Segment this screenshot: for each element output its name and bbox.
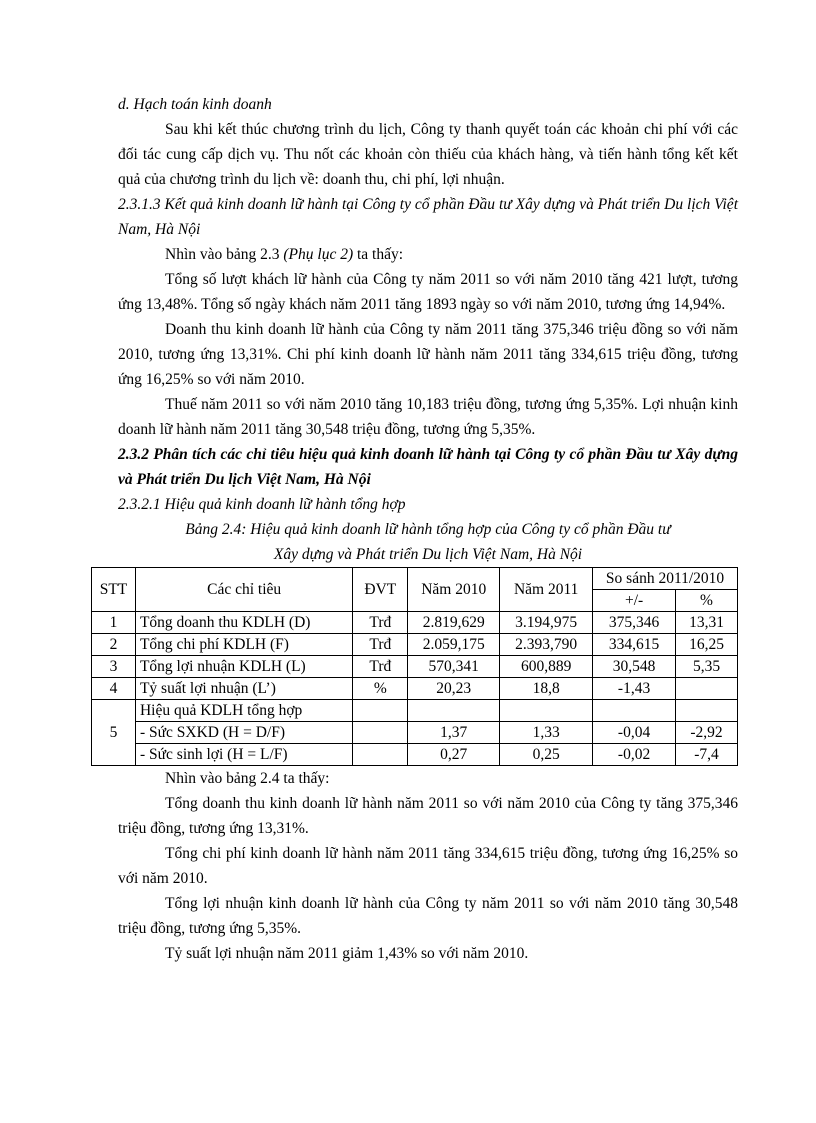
cell-2011: 600,889 <box>500 656 593 678</box>
section-heading-2313: 2.3.1.3 Kết quả kinh doanh lữ hành tại Công ty cổ phần Đầu tư Xây dựng và Phát triển Du lịch Việt Nam, Hà Nội <box>118 196 738 238</box>
cell-unit <box>353 700 408 722</box>
cell-unit <box>353 744 408 766</box>
header-unit: ĐVT <box>353 568 408 612</box>
cell-stt: 2 <box>92 634 136 656</box>
cell-diff: -0,04 <box>593 722 676 744</box>
cell-2010: 570,341 <box>408 656 500 678</box>
paragraph-revenue: Doanh thu kinh doanh lữ hành của Công ty năm 2011 tăng 375,346 triệu đồng so với năm 2010, tương ứng 13,31%. Chi phí kinh doanh lữ hành năm 2011 tăng 334,615 triệu đồng, tương ứng 16,25% so với năm 2010. <box>118 321 738 388</box>
cell-diff <box>593 700 676 722</box>
cell-pct: 16,25 <box>676 634 738 656</box>
section-heading-232: 2.3.2 Phân tích các chỉ tiêu hiệu quả kinh doanh lữ hành tại Công ty cổ phần Đầu tư Xây dựng và Phát triển Du lịch Việt Nam, Hà Nội <box>118 446 738 488</box>
cell-name: - Sức sinh lợi (H = L/F) <box>135 744 352 766</box>
cell-unit: % <box>353 678 408 700</box>
cell-pct: 13,31 <box>676 612 738 634</box>
cell-pct: -7,4 <box>676 744 738 766</box>
cell-pct: 5,35 <box>676 656 738 678</box>
cell-diff: -0,02 <box>593 744 676 766</box>
paragraph-visitors: Tổng số lượt khách lữ hành của Công ty năm 2011 so với năm 2010 tăng 421 lượt, tương ứng 13,48%. Tổng số ngày khách năm 2011 tăng 1893 ngày so với năm 2010, tương ứng 14,94%. <box>118 271 738 313</box>
cell-name: Tỷ suất lợi nhuận (L’) <box>135 678 352 700</box>
paragraph-settlement: Sau khi kết thúc chương trình du lịch, Công ty thanh quyết toán các khoản chi phí với các đối tác cung cấp dịch vụ. Thu nốt các khoản còn thiếu của khách hàng, và tiến hành tổng kết kết quả của chương trình du lịch về: doanh thu, chi phí, lợi nhuận. <box>118 121 738 188</box>
paragraph-total-revenue: Tổng doanh thu kinh doanh lữ hành năm 2011 so với năm 2010 của Công ty tăng 375,346 triệu đồng, tương ứng 13,31%. <box>118 795 738 837</box>
paragraph-total-profit: Tổng lợi nhuận kinh doanh lữ hành của Công ty năm 2011 so với năm 2010 tăng 30,548 triệu đồng, tương ứng 5,35%. <box>118 895 738 937</box>
header-compare: So sánh 2011/2010 <box>593 568 738 590</box>
cell-stt: 4 <box>92 678 136 700</box>
header-2010: Năm 2010 <box>408 568 500 612</box>
cell-stt: 3 <box>92 656 136 678</box>
cell-2011: 3.194,975 <box>500 612 593 634</box>
cell-name: Tổng lợi nhuận KDLH (L) <box>135 656 352 678</box>
cell-unit: Trđ <box>353 634 408 656</box>
cell-2011: 2.393,790 <box>500 634 593 656</box>
paragraph-table-ref-a: Nhìn vào bảng 2.3 <box>165 246 284 263</box>
paragraph-tax: Thuế năm 2011 so với năm 2010 tăng 10,183 triệu đồng, tương ứng 5,35%. Lợi nhuận kinh doanh lữ hành năm 2011 tăng 30,548 triệu đồng, tương ứng 5,35%. <box>118 396 738 438</box>
header-diff: +/- <box>593 590 676 612</box>
cell-2010: 2.059,175 <box>408 634 500 656</box>
table-row <box>92 722 738 744</box>
cell-pct: -2,92 <box>676 722 738 744</box>
cell-2011: 18,8 <box>500 678 593 700</box>
cell-diff: 334,615 <box>593 634 676 656</box>
cell-pct <box>676 700 738 722</box>
paragraph-total-cost: Tổng chi phí kinh doanh lữ hành năm 2011 tăng 334,615 triệu đồng, tương ứng 16,25% so với năm 2010. <box>118 845 738 887</box>
cell-2010: 2.819,629 <box>408 612 500 634</box>
table-row <box>92 744 738 766</box>
appendix-ref: (Phụ lục 2) <box>283 246 354 263</box>
document-page <box>99 92 738 966</box>
cell-name: Tổng chi phí KDLH (F) <box>135 634 352 656</box>
cell-name: Hiệu quả KDLH tổng hợp <box>135 700 352 722</box>
cell-name: Tổng doanh thu KDLH (D) <box>135 612 352 634</box>
table-row <box>92 700 738 722</box>
header-2011: Năm 2011 <box>500 568 593 612</box>
cell-diff: 30,548 <box>593 656 676 678</box>
cell-pct <box>676 678 738 700</box>
cell-2011: 0,25 <box>500 744 593 766</box>
table-row <box>92 612 738 634</box>
table-row <box>92 678 738 700</box>
paragraph-profit-margin: Tỷ suất lợi nhuận năm 2011 giảm 1,43% so với năm 2010. <box>165 945 529 962</box>
cell-name: - Sức SXKD (H = D/F) <box>135 722 352 744</box>
cell-2011 <box>500 700 593 722</box>
efficiency-table <box>91 567 738 766</box>
paragraph-table-24-ref: Nhìn vào bảng 2.4 ta thấy: <box>165 770 330 787</box>
cell-unit: Trđ <box>353 612 408 634</box>
section-heading-2321: 2.3.2.1 Hiệu quả kinh doanh lữ hành tổng hợp <box>118 496 406 513</box>
table-caption-line1: Bảng 2.4: Hiệu quả kinh doanh lữ hành tổng hợp của Công ty cổ phần Đầu tư <box>185 521 671 538</box>
section-heading-d: d. Hạch toán kinh doanh <box>118 96 272 113</box>
cell-stt: 5 <box>92 700 136 766</box>
table-caption-line2: Xây dựng và Phát triển Du lịch Việt Nam, Hà Nội <box>273 546 583 563</box>
paragraph-table-ref <box>118 242 738 267</box>
table-header-row <box>92 568 738 590</box>
cell-unit <box>353 722 408 744</box>
cell-diff: 375,346 <box>593 612 676 634</box>
table-row <box>92 634 738 656</box>
cell-2010 <box>408 700 500 722</box>
header-stt: STT <box>92 568 136 612</box>
cell-2010: 1,37 <box>408 722 500 744</box>
paragraph-table-ref-c: ta thấy: <box>353 246 404 263</box>
header-indicators: Các chỉ tiêu <box>135 568 352 612</box>
cell-2010: 20,23 <box>408 678 500 700</box>
cell-2010: 0,27 <box>408 744 500 766</box>
header-pct: % <box>676 590 738 612</box>
cell-stt: 1 <box>92 612 136 634</box>
cell-2011: 1,33 <box>500 722 593 744</box>
table-row <box>92 656 738 678</box>
cell-unit: Trđ <box>353 656 408 678</box>
cell-diff: -1,43 <box>593 678 676 700</box>
